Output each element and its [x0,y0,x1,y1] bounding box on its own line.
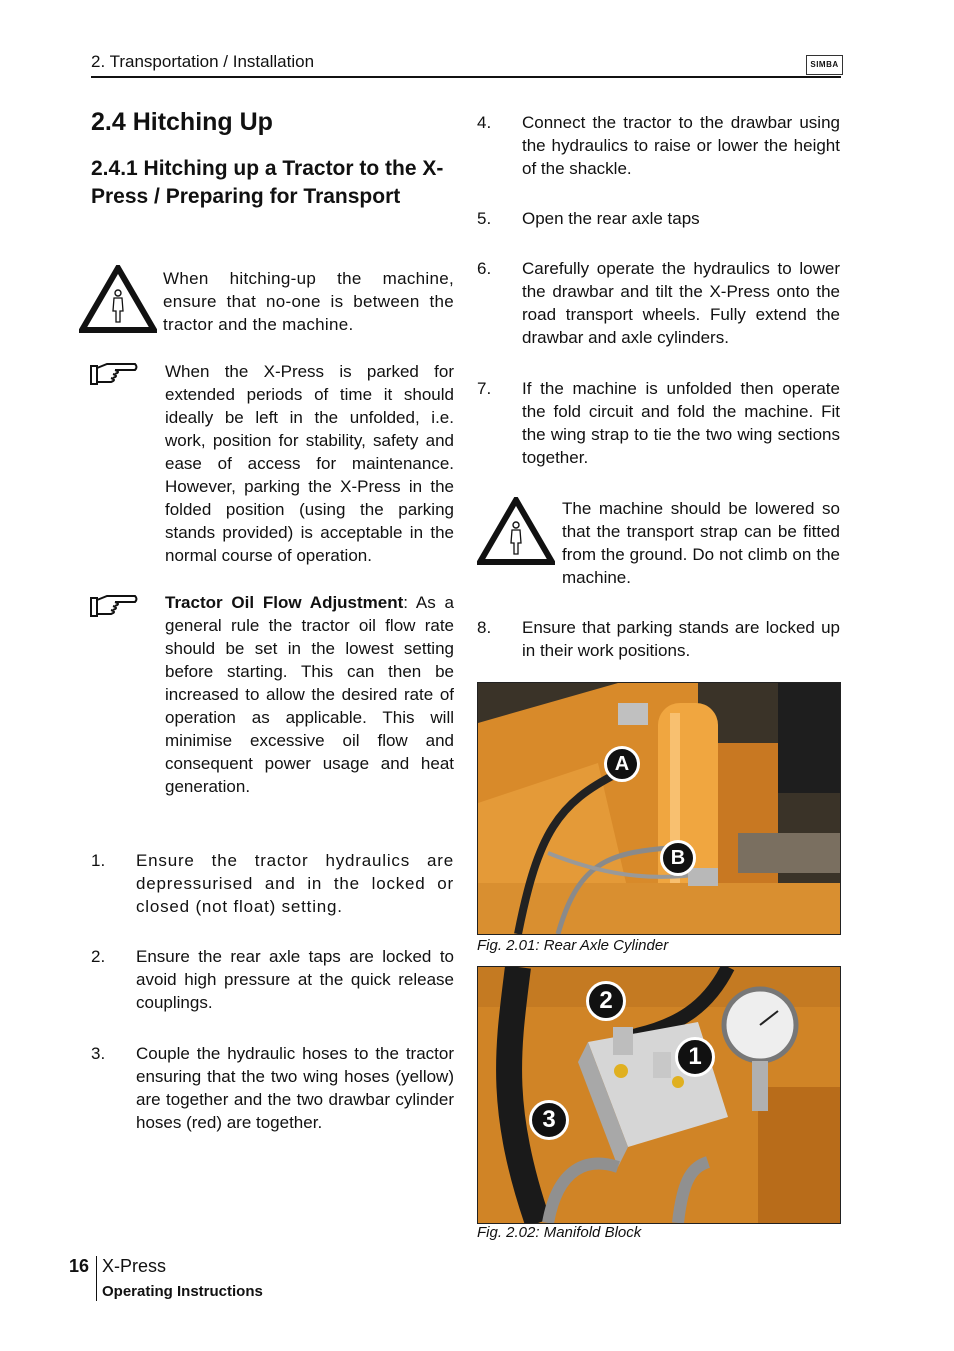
step-text: Ensure that parking stands are locked up in their work positions. [522,618,840,660]
list-item [91,849,454,919]
oil-flow-heading: Tractor Oil Flow Adjustment [165,593,404,612]
warning-person-icon [477,497,555,565]
list-item [477,377,840,471]
step-number: 6. [477,259,492,278]
warning-climb-text: The machine should be lowered so that the transport strap can be fitted from the ground. Do not climb on the machine. [562,499,840,587]
oil-flow-body: As a general rule the tractor oil flow rate should be set in the lowest setting before starting. This can then be increased to allow the desired rate of operation as applicable. This will minimise excessive oil flow and consequent power usage and heat generation. [165,593,454,796]
step-number: 3. [91,1044,106,1063]
list-item [477,207,840,231]
step-number: 7. [477,379,492,398]
page-number: 16 [69,1256,90,1276]
figure-label: A [604,746,640,782]
step-number: 8. [477,618,492,637]
step-text: If the machine is unfolded then operate the fold circuit and fold the machine. Fit the wing strap to tie the two wing sections together. [522,379,840,467]
step-number: 1. [91,851,106,870]
list-item [477,111,840,181]
figure-label: 1 [675,1037,715,1077]
figure-caption: Fig. 2.01: Rear Axle Cylinder [477,937,669,954]
rear-axle-cylinder-photo [477,682,841,935]
list-item [91,945,454,1015]
step-text: Ensure the tractor hydraulics are depressurised and in the locked or closed (not float) setting. [136,851,454,916]
list-item [91,1042,454,1160]
step-number: 2. [91,947,106,966]
step-text: Connect the tractor to the drawbar using the hydraulics to raise or lower the height of the shackle. [522,113,840,178]
pointing-hand-icon [89,592,139,620]
step-text: Ensure the rear axle taps are locked to avoid high pressure at the quick release couplings. [136,947,454,1012]
brand-logo: SIMBA [806,55,843,75]
oil-flow-note: Tractor Oil Flow Adjustment: As a general rule the tractor oil flow rate should be set in the lowest setting before starting. This can then be increased to allow the desired rate of operation as applicable. This will minimise excessive oil flow and consequent power usage and heat generation. [165,593,454,796]
figure-label: B [660,840,696,876]
footer-product: X-Press [102,1256,167,1276]
figure-label: 2 [586,981,626,1021]
step-text: Couple the hydraulic hoses to the tractor ensuring that the two wing hoses (yellow) are together and the two drawbar cylinder hoses (red) are together. [136,1044,454,1132]
figure-caption: Fig. 2.02: Manifold Block [477,1224,642,1241]
figure-label: 3 [529,1100,569,1140]
step-text: Open the rear axle taps [522,209,700,228]
footer-doc-type: Operating Instructions [102,1283,263,1300]
section-title: 2.4 Hitching Up [91,108,273,136]
running-header: 2. Transportation / Installation [91,52,315,71]
step-number: 4. [477,113,492,132]
parking-note-text: When the X-Press is parked for extended periods of time it should ideally be left in the unfolded, i.e. work, position for stability, safety and ease of access for maintenance. However, parking the X-Press in the folded position (using the parking stands provided) is acceptable in the normal course of operation. [165,362,454,565]
list-item [477,257,840,351]
list-item [477,616,840,664]
subsection-title: 2.4.1 Hitching up a Tractor to the X-Press / Preparing for Transport [91,157,444,208]
step-number: 5. [477,209,492,228]
pointing-hand-icon [89,360,139,388]
manifold-block-photo [477,966,841,1224]
footer-divider [96,1256,97,1301]
warning-hitching-text: When hitching-up the machine, ensure that no-one is between the tractor and the machine. [163,269,454,334]
step-text: Carefully operate the hydraulics to lower the drawbar and tilt the X-Press onto the road transport wheels. Fully extend the drawbar and axle cylinders. [522,259,840,347]
header-divider [91,76,841,78]
warning-person-icon [79,265,157,333]
